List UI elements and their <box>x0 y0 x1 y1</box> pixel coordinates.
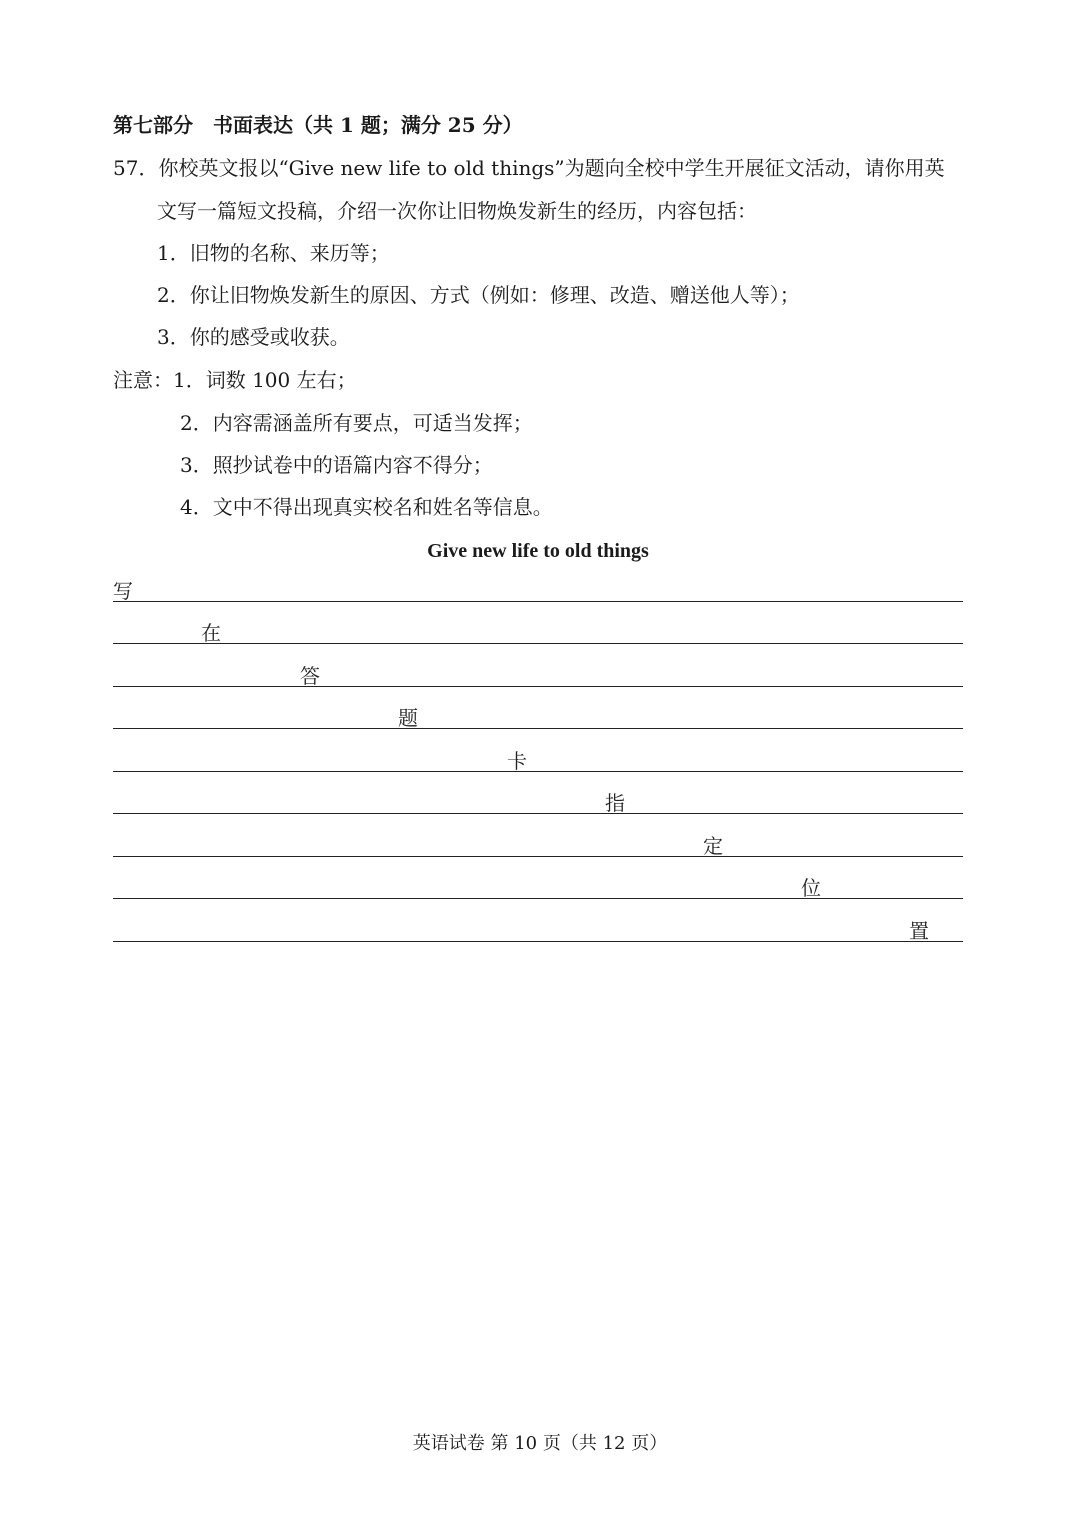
instruction-char: 写 <box>113 579 133 603</box>
writing-line <box>113 643 963 644</box>
instruction-char: 定 <box>703 834 723 858</box>
section-title: 第七部分 书面表达（共 1 题；满分 25 分） <box>113 113 523 137</box>
instruction-char: 答 <box>300 664 320 688</box>
notes-heading: 注意：1．词数 100 左右； <box>113 368 357 392</box>
writing-line <box>113 813 963 814</box>
requirement-item: 1．旧物的名称、来历等； <box>157 241 390 265</box>
page-footer: 英语试卷 第 10 页（共 12 页） <box>412 1433 668 1454</box>
note-item: 3．照抄试卷中的语篇内容不得分； <box>180 453 493 477</box>
writing-line <box>113 941 963 942</box>
essay-title: Give new life to old things <box>427 540 649 562</box>
requirement-item: 3．你的感受或收获。 <box>157 325 350 349</box>
writing-line <box>113 771 963 772</box>
writing-line <box>113 898 963 899</box>
writing-line <box>113 728 963 729</box>
requirement-item: 2．你让旧物焕发新生的原因、方式（例如：修理、改造、赠送他人等）； <box>157 283 800 307</box>
instruction-char: 位 <box>801 876 821 900</box>
question-line-2: 文写一篇短文投稿，介绍一次你让旧物焕发新生的经历，内容包括： <box>157 199 757 223</box>
question-line-1: 57．你校英文报以“Give new life to old things”为题向全校中学生开展征文活动，请你用英 <box>113 156 945 180</box>
instruction-char: 卡 <box>507 749 527 773</box>
note-item: 2．内容需涵盖所有要点，可适当发挥； <box>180 411 533 435</box>
instruction-char: 题 <box>398 706 418 730</box>
writing-line <box>113 601 963 602</box>
instruction-char: 在 <box>201 621 221 645</box>
writing-line <box>113 856 963 857</box>
writing-line <box>113 686 963 687</box>
instruction-char: 置 <box>909 919 929 943</box>
writing-area <box>113 560 963 960</box>
instruction-char: 指 <box>605 791 625 815</box>
note-item: 4．文中不得出现真实校名和姓名等信息。 <box>180 495 553 519</box>
